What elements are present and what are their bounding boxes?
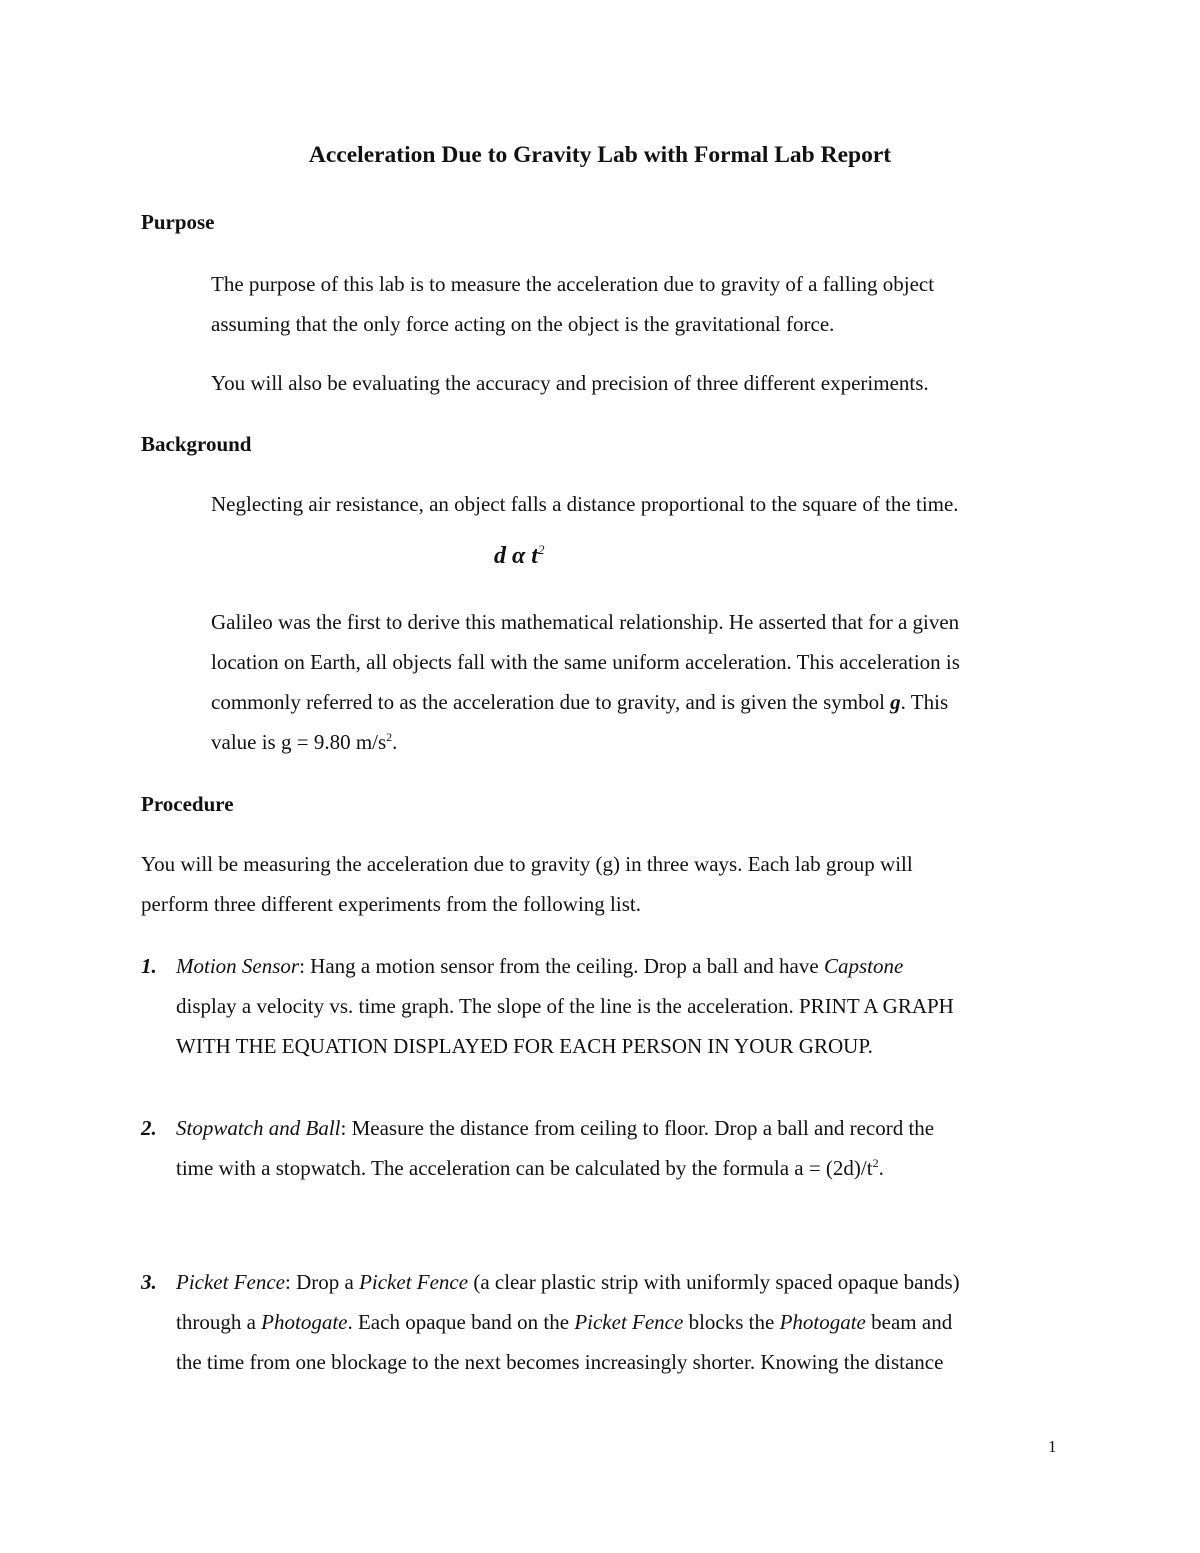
formula-exponent: 2 [537,542,545,557]
photogate-term: Photogate [779,1310,866,1334]
item-line-2: display a velocity vs. time graph. The slope of the line is the acceleration. PRINT A GRAPH [176,994,954,1018]
item-number: 3. [141,1270,157,1294]
g-value-end: . [392,730,398,754]
galileo-line-1: Galileo was the first to derive this mathematical relationship. He asserted that for a given [211,610,960,634]
g-value-exponent: 2 [386,730,393,744]
g-value-text: value is g = 9.80 m/s [211,730,387,754]
picket-fence-term: Picket Fence [574,1310,684,1334]
item-line-3: the time from one blockage to the next becomes increasingly shorter. Knowing the distance [176,1350,944,1374]
purpose-line-1: The purpose of this lab is to measure the acceleration due to gravity of a falling object [211,272,935,296]
item-text [176,946,1056,1066]
procedure-intro [141,844,1041,924]
capstone-term: Capstone [823,954,904,978]
item-number: 1. [141,954,157,978]
photogate-term: Photogate [261,1310,348,1334]
purpose-line-2: assuming that the only force acting on the object is the gravitational force. [211,312,835,336]
item-name: Stopwatch and Ball [176,1116,341,1140]
procedure-intro-line-1: You will be measuring the acceleration due to gravity (g) in three ways. Each lab group will [141,852,913,876]
background-intro: Neglecting air resistance, an object falls a distance proportional to the square of the time. [211,492,959,516]
item-line-1-text: : Drop a [285,1270,360,1294]
item-line-2-end: beam and [865,1310,953,1334]
item-name: Picket Fence [176,1270,285,1294]
galileo-line-2: location on Earth, all objects fall with the same uniform acceleration. This acceleration is [211,650,960,674]
item-line-2-text: time with a stopwatch. The acceleration can be calculated by the formula a = (2d)/t [176,1156,873,1180]
procedure-intro-line-2: perform three different experiments from the following list. [141,892,641,916]
item-line-3: WITH THE EQUATION DISPLAYED FOR EACH PERSON IN YOUR GROUP. [176,1034,873,1058]
galileo-paragraph [211,602,1071,762]
purpose-evaluation-line: You will also be evaluating the accuracy and precision of three different experiments. [211,371,929,395]
purpose-heading: Purpose [141,210,215,234]
picket-fence-term: Picket Fence [359,1270,469,1294]
formula-base: d α t [494,543,538,569]
item-text [176,1262,1056,1382]
proportionality-formula [494,543,544,570]
item-line-2-text: through a [176,1310,262,1334]
background-heading: Background [141,432,252,456]
item-line-1-text: : Measure the distance from ceiling to floor. Drop a ball and record the [340,1116,935,1140]
item-line-2-text-c: blocks the [683,1310,780,1334]
procedure-heading: Procedure [141,792,234,816]
item-name: Motion Sensor [176,954,300,978]
formula-exponent: 2 [872,1156,879,1170]
galileo-line-3 [211,690,948,714]
item-number: 2. [141,1116,157,1140]
item-line-2-text-b: . Each opaque band on the [347,1310,575,1334]
document-title: Acceleration Due to Gravity Lab with Formal Lab Report [308,142,892,168]
galileo-line-3-text: commonly referred to as the acceleration due to gravity, and is given the symbol [211,690,891,714]
galileo-line-4 [211,730,397,754]
purpose-paragraph [211,264,1071,344]
item-line-1-text: : Hang a motion sensor from the ceiling. Drop a ball and have [299,954,824,978]
item-line-1-end: (a clear plastic strip with uniformly spaced opaque bands) [468,1270,960,1294]
item-line-2-end: . [878,1156,884,1180]
page-number: 1 [1048,1437,1057,1456]
item-text [176,1108,1056,1188]
g-symbol: g [890,690,901,714]
galileo-line-3-end: . This [900,690,949,714]
